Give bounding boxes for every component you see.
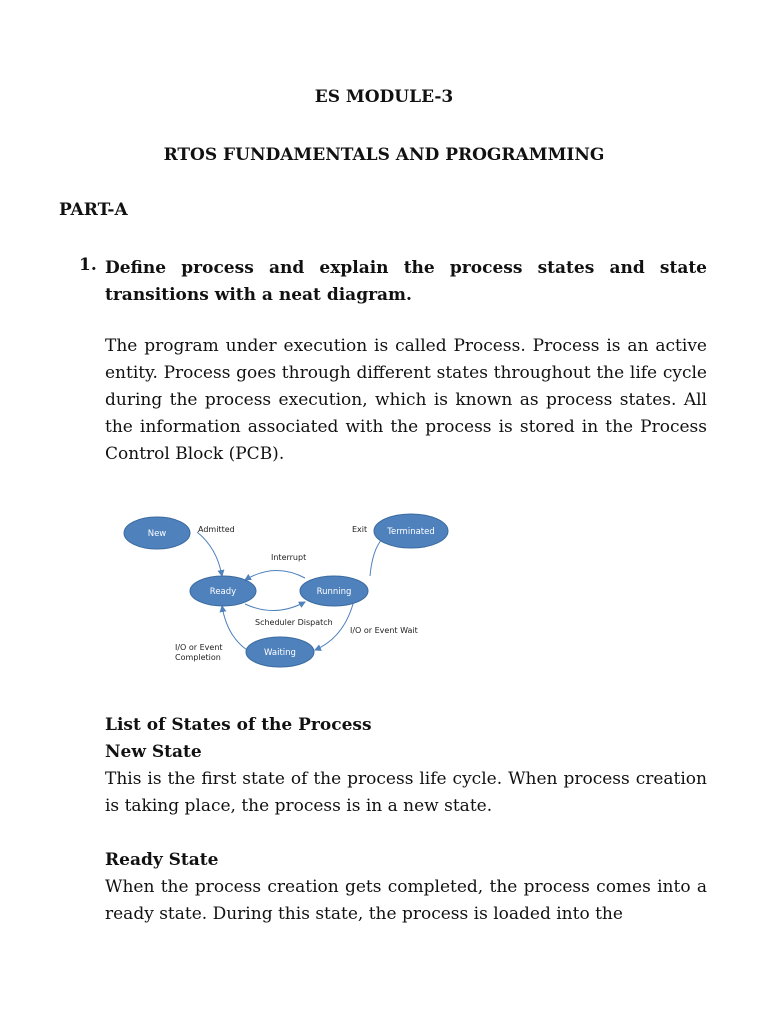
node-ready (190, 576, 256, 606)
label-io-event-wait: I/O or Event Wait (350, 626, 418, 635)
node-waiting-label: Waiting (264, 648, 296, 658)
subject-title: RTOS FUNDAMENTALS AND PROGRAMMING (163, 145, 605, 165)
node-waiting (246, 637, 314, 667)
label-interrupt: Interrupt (271, 553, 307, 562)
new-state-text: This is the first state of the process life cycle. When process creation is taking place, the process is in a new state. (105, 769, 707, 816)
ready-state-text: When the process creation gets completed, the process comes into a ready state. During this state, the process is loaded into the (105, 877, 707, 924)
label-io-event-completion-1: I/O or Event (175, 643, 223, 652)
edge-admitted (197, 532, 222, 576)
edge-interrupt (245, 570, 305, 580)
label-exit: Exit (352, 525, 368, 534)
module-title: ES MODULE-3 (314, 87, 454, 107)
new-state-heading: New State (105, 742, 202, 762)
label-io-event-completion-2: Completion (175, 653, 221, 662)
node-running-label: Running (316, 587, 352, 597)
edge-scheduler-dispatch (245, 602, 305, 611)
node-running (300, 576, 368, 606)
node-new-label: New (147, 529, 167, 539)
label-scheduler-dispatch: Scheduler Dispatch (255, 618, 333, 627)
node-new (124, 517, 190, 549)
node-terminated-label: Terminated (387, 527, 435, 537)
node-terminated (374, 514, 448, 548)
edge-io-event-completion (222, 606, 247, 650)
label-admitted: Admitted (198, 525, 235, 534)
intro-paragraph: The program under execution is called Process. Process is an active entity. Process goes through different states throughout the life cycle during the process execution, which is known as process states. All the information associated with the process is stored in the Process Control Block (PCB). (105, 336, 707, 464)
node-ready-label: Ready (209, 587, 237, 597)
part-label: PART-A (59, 200, 128, 220)
question-text: Define process and explain the process states and state transitions with a neat diagram. (105, 258, 707, 305)
process-state-diagram (105, 498, 465, 674)
states-list-heading: List of States of the Process (105, 715, 372, 735)
edge-io-event-wait (315, 604, 353, 650)
question-number: 1. (79, 255, 97, 275)
ready-state-heading: Ready State (105, 850, 219, 870)
